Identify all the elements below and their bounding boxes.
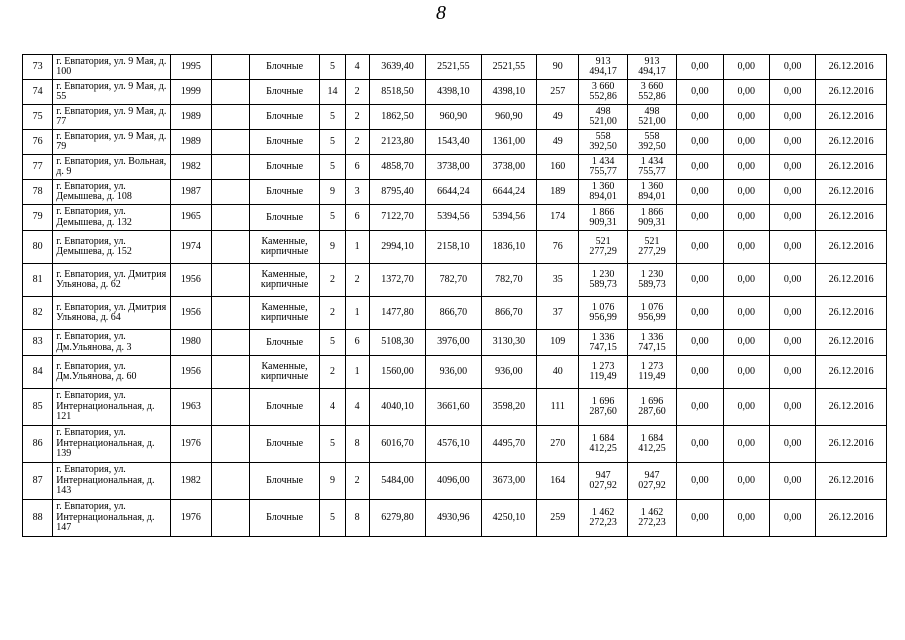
total-area-cell: 6279,80 — [369, 500, 425, 537]
value-cell: 0,00 — [769, 330, 815, 356]
address-cell: г. Евпатория, ул. Интернациональная, д. 139 — [53, 426, 171, 463]
cost-cell: 1 866 909,31 — [627, 205, 676, 231]
address-cell: г. Евпатория, ул. Дм.Ульянова, д. 3 — [53, 330, 171, 356]
area-cell: 4398,10 — [481, 80, 536, 105]
value-cell: 0,00 — [677, 297, 723, 330]
floors-cell: 9 — [320, 231, 345, 264]
date-cell: 26.12.2016 — [816, 426, 887, 463]
wall-material-cell: Каменные, кирпичные — [249, 356, 320, 389]
address-cell: г. Евпатория, ул. Дм.Ульянова, д. 60 — [53, 356, 171, 389]
total-area-cell: 5484,00 — [369, 463, 425, 500]
total-area-cell: 3639,40 — [369, 55, 425, 80]
value-cell: 0,00 — [769, 155, 815, 180]
residents-cell: 257 — [537, 80, 579, 105]
cost-cell: 947 027,92 — [627, 463, 676, 500]
cost-cell: 1 434 755,77 — [627, 155, 676, 180]
year-built-cell: 1965 — [171, 205, 211, 231]
row-number: 77 — [23, 155, 53, 180]
value-cell: 0,00 — [677, 356, 723, 389]
empty-cell — [211, 356, 249, 389]
wall-material-cell: Блочные — [249, 500, 320, 537]
cost-cell: 913 494,17 — [627, 55, 676, 80]
cost-cell: 1 434 755,77 — [579, 155, 627, 180]
row-number: 75 — [23, 105, 53, 130]
year-built-cell: 1980 — [171, 330, 211, 356]
table-row — [23, 231, 887, 264]
living-area-cell: 3661,60 — [426, 389, 481, 426]
living-area-cell: 4930,96 — [426, 500, 481, 537]
address-cell: г. Евпатория, ул. Интернациональная, д. 143 — [53, 463, 171, 500]
entrances-cell: 2 — [345, 105, 369, 130]
value-cell: 0,00 — [723, 205, 769, 231]
date-cell: 26.12.2016 — [816, 130, 887, 155]
value-cell: 0,00 — [723, 130, 769, 155]
wall-material-cell: Блочные — [249, 330, 320, 356]
residents-cell: 164 — [537, 463, 579, 500]
entrances-cell: 1 — [345, 356, 369, 389]
address-cell: г. Евпатория, ул. Демышева, д. 132 — [53, 205, 171, 231]
year-built-cell: 1956 — [171, 297, 211, 330]
living-area-cell: 2521,55 — [426, 55, 481, 80]
empty-cell — [211, 463, 249, 500]
cost-cell: 558 392,50 — [579, 130, 627, 155]
cost-cell: 498 521,00 — [579, 105, 627, 130]
date-cell: 26.12.2016 — [816, 330, 887, 356]
wall-material-cell: Блочные — [249, 205, 320, 231]
cost-cell: 1 230 589,73 — [627, 264, 676, 297]
entrances-cell: 2 — [345, 463, 369, 500]
value-cell: 0,00 — [769, 463, 815, 500]
empty-cell — [211, 297, 249, 330]
table-row — [23, 500, 887, 537]
date-cell: 26.12.2016 — [816, 463, 887, 500]
cost-cell: 1 076 956,99 — [579, 297, 627, 330]
cost-cell: 913 494,17 — [579, 55, 627, 80]
value-cell: 0,00 — [723, 180, 769, 205]
living-area-cell: 5394,56 — [426, 205, 481, 231]
floors-cell: 5 — [320, 330, 345, 356]
row-number: 83 — [23, 330, 53, 356]
row-number: 84 — [23, 356, 53, 389]
year-built-cell: 1963 — [171, 389, 211, 426]
area-cell: 960,90 — [481, 105, 536, 130]
empty-cell — [211, 105, 249, 130]
floors-cell: 5 — [320, 155, 345, 180]
entrances-cell: 1 — [345, 231, 369, 264]
value-cell: 0,00 — [677, 389, 723, 426]
date-cell: 26.12.2016 — [816, 80, 887, 105]
cost-cell: 1 696 287,60 — [579, 389, 627, 426]
value-cell: 0,00 — [723, 297, 769, 330]
value-cell: 0,00 — [677, 130, 723, 155]
wall-material-cell: Блочные — [249, 55, 320, 80]
empty-cell — [211, 155, 249, 180]
row-number: 80 — [23, 231, 53, 264]
value-cell: 0,00 — [769, 105, 815, 130]
value-cell: 0,00 — [769, 297, 815, 330]
living-area-cell: 936,00 — [426, 356, 481, 389]
value-cell: 0,00 — [677, 330, 723, 356]
date-cell: 26.12.2016 — [816, 389, 887, 426]
value-cell: 0,00 — [769, 180, 815, 205]
cost-cell: 1 336 747,15 — [579, 330, 627, 356]
area-cell: 1836,10 — [481, 231, 536, 264]
wall-material-cell: Блочные — [249, 463, 320, 500]
value-cell: 0,00 — [723, 330, 769, 356]
cost-cell: 1 360 894,01 — [627, 180, 676, 205]
value-cell: 0,00 — [769, 55, 815, 80]
residents-cell: 49 — [537, 130, 579, 155]
date-cell: 26.12.2016 — [816, 264, 887, 297]
value-cell: 0,00 — [723, 55, 769, 80]
address-cell: г. Евпатория, ул. 9 Мая, д. 100 — [53, 55, 171, 80]
table-row — [23, 55, 887, 80]
entrances-cell: 3 — [345, 180, 369, 205]
cost-cell: 1 076 956,99 — [627, 297, 676, 330]
floors-cell: 5 — [320, 426, 345, 463]
address-cell: г. Евпатория, ул. 9 Мая, д. 77 — [53, 105, 171, 130]
value-cell: 0,00 — [677, 155, 723, 180]
value-cell: 0,00 — [769, 231, 815, 264]
year-built-cell: 1976 — [171, 500, 211, 537]
empty-cell — [211, 426, 249, 463]
residents-cell: 270 — [537, 426, 579, 463]
value-cell: 0,00 — [677, 180, 723, 205]
living-area-cell: 4398,10 — [426, 80, 481, 105]
floors-cell: 9 — [320, 463, 345, 500]
living-area-cell: 4096,00 — [426, 463, 481, 500]
floors-cell: 4 — [320, 389, 345, 426]
total-area-cell: 1372,70 — [369, 264, 425, 297]
total-area-cell: 8518,50 — [369, 80, 425, 105]
row-number: 74 — [23, 80, 53, 105]
value-cell: 0,00 — [723, 463, 769, 500]
year-built-cell: 1989 — [171, 130, 211, 155]
value-cell: 0,00 — [769, 356, 815, 389]
total-area-cell: 7122,70 — [369, 205, 425, 231]
total-area-cell: 2123,80 — [369, 130, 425, 155]
wall-material-cell: Блочные — [249, 426, 320, 463]
entrances-cell: 2 — [345, 130, 369, 155]
empty-cell — [211, 180, 249, 205]
date-cell: 26.12.2016 — [816, 231, 887, 264]
year-built-cell: 1987 — [171, 180, 211, 205]
floors-cell: 5 — [320, 130, 345, 155]
value-cell: 0,00 — [677, 264, 723, 297]
address-cell: г. Евпатория, ул. 9 Мая, д. 55 — [53, 80, 171, 105]
cost-cell: 558 392,50 — [627, 130, 676, 155]
table-row — [23, 105, 887, 130]
living-area-cell: 1543,40 — [426, 130, 481, 155]
total-area-cell: 6016,70 — [369, 426, 425, 463]
area-cell: 3130,30 — [481, 330, 536, 356]
value-cell: 0,00 — [677, 231, 723, 264]
value-cell: 0,00 — [769, 205, 815, 231]
value-cell: 0,00 — [723, 155, 769, 180]
value-cell: 0,00 — [723, 356, 769, 389]
wall-material-cell: Блочные — [249, 180, 320, 205]
living-area-cell: 782,70 — [426, 264, 481, 297]
year-built-cell: 1956 — [171, 264, 211, 297]
entrances-cell: 6 — [345, 155, 369, 180]
residents-cell: 49 — [537, 105, 579, 130]
table-row — [23, 155, 887, 180]
area-cell: 3673,00 — [481, 463, 536, 500]
living-area-cell: 2158,10 — [426, 231, 481, 264]
empty-cell — [211, 500, 249, 537]
entrances-cell: 8 — [345, 426, 369, 463]
table-row — [23, 297, 887, 330]
row-number: 85 — [23, 389, 53, 426]
residents-cell: 35 — [537, 264, 579, 297]
total-area-cell: 8795,40 — [369, 180, 425, 205]
total-area-cell: 1862,50 — [369, 105, 425, 130]
area-cell: 866,70 — [481, 297, 536, 330]
entrances-cell: 4 — [345, 55, 369, 80]
value-cell: 0,00 — [769, 426, 815, 463]
row-number: 88 — [23, 500, 53, 537]
empty-cell — [211, 55, 249, 80]
value-cell: 0,00 — [677, 55, 723, 80]
entrances-cell: 6 — [345, 330, 369, 356]
cost-cell: 521 277,29 — [627, 231, 676, 264]
date-cell: 26.12.2016 — [816, 500, 887, 537]
empty-cell — [211, 389, 249, 426]
area-cell: 936,00 — [481, 356, 536, 389]
date-cell: 26.12.2016 — [816, 297, 887, 330]
year-built-cell: 1995 — [171, 55, 211, 80]
cost-cell: 1 230 589,73 — [579, 264, 627, 297]
value-cell: 0,00 — [723, 231, 769, 264]
address-cell: г. Евпатория, ул. Вольная, д. 9 — [53, 155, 171, 180]
entrances-cell: 2 — [345, 80, 369, 105]
value-cell: 0,00 — [769, 264, 815, 297]
entrances-cell: 8 — [345, 500, 369, 537]
area-cell: 6644,24 — [481, 180, 536, 205]
value-cell: 0,00 — [769, 389, 815, 426]
value-cell: 0,00 — [769, 500, 815, 537]
residents-cell: 111 — [537, 389, 579, 426]
cost-cell: 521 277,29 — [579, 231, 627, 264]
value-cell: 0,00 — [677, 426, 723, 463]
living-area-cell: 3738,00 — [426, 155, 481, 180]
entrances-cell: 1 — [345, 297, 369, 330]
date-cell: 26.12.2016 — [816, 180, 887, 205]
empty-cell — [211, 80, 249, 105]
floors-cell: 2 — [320, 356, 345, 389]
total-area-cell: 5108,30 — [369, 330, 425, 356]
row-number: 76 — [23, 130, 53, 155]
table-body — [23, 55, 887, 537]
area-cell: 1361,00 — [481, 130, 536, 155]
cost-cell: 1 462 272,23 — [627, 500, 676, 537]
area-cell: 3598,20 — [481, 389, 536, 426]
row-number: 82 — [23, 297, 53, 330]
value-cell: 0,00 — [769, 80, 815, 105]
address-cell: г. Евпатория, ул. Интернациональная, д. 121 — [53, 389, 171, 426]
value-cell: 0,00 — [677, 205, 723, 231]
table-row — [23, 264, 887, 297]
total-area-cell: 4040,10 — [369, 389, 425, 426]
empty-cell — [211, 205, 249, 231]
living-area-cell: 6644,24 — [426, 180, 481, 205]
year-built-cell: 1956 — [171, 356, 211, 389]
table-row — [23, 180, 887, 205]
entrances-cell: 6 — [345, 205, 369, 231]
row-number: 79 — [23, 205, 53, 231]
cost-cell: 1 273 119,49 — [579, 356, 627, 389]
cost-cell: 1 360 894,01 — [579, 180, 627, 205]
row-number: 78 — [23, 180, 53, 205]
living-area-cell: 866,70 — [426, 297, 481, 330]
table-row — [23, 389, 887, 426]
date-cell: 26.12.2016 — [816, 205, 887, 231]
cost-cell: 1 866 909,31 — [579, 205, 627, 231]
area-cell: 4495,70 — [481, 426, 536, 463]
residents-cell: 90 — [537, 55, 579, 80]
year-built-cell: 1982 — [171, 463, 211, 500]
wall-material-cell: Блочные — [249, 130, 320, 155]
value-cell: 0,00 — [677, 463, 723, 500]
table-row — [23, 205, 887, 231]
date-cell: 26.12.2016 — [816, 55, 887, 80]
row-number: 73 — [23, 55, 53, 80]
area-cell: 3738,00 — [481, 155, 536, 180]
floors-cell: 9 — [320, 180, 345, 205]
cost-cell: 1 273 119,49 — [627, 356, 676, 389]
page-number: 8 — [436, 2, 446, 24]
wall-material-cell: Блочные — [249, 389, 320, 426]
living-area-cell: 4576,10 — [426, 426, 481, 463]
empty-cell — [211, 330, 249, 356]
empty-cell — [211, 130, 249, 155]
living-area-cell: 960,90 — [426, 105, 481, 130]
wall-material-cell: Каменные, кирпичные — [249, 297, 320, 330]
table-row — [23, 463, 887, 500]
value-cell: 0,00 — [723, 500, 769, 537]
residents-cell: 174 — [537, 205, 579, 231]
wall-material-cell: Блочные — [249, 105, 320, 130]
row-number: 86 — [23, 426, 53, 463]
area-cell: 5394,56 — [481, 205, 536, 231]
floors-cell: 5 — [320, 500, 345, 537]
living-area-cell: 3976,00 — [426, 330, 481, 356]
year-built-cell: 1974 — [171, 231, 211, 264]
table-row — [23, 426, 887, 463]
total-area-cell: 1477,80 — [369, 297, 425, 330]
value-cell: 0,00 — [677, 105, 723, 130]
residents-cell: 40 — [537, 356, 579, 389]
floors-cell: 2 — [320, 264, 345, 297]
row-number: 87 — [23, 463, 53, 500]
residents-cell: 76 — [537, 231, 579, 264]
value-cell: 0,00 — [723, 264, 769, 297]
cost-cell: 3 660 552,86 — [627, 80, 676, 105]
table-row — [23, 330, 887, 356]
area-cell: 782,70 — [481, 264, 536, 297]
floors-cell: 5 — [320, 205, 345, 231]
cost-cell: 498 521,00 — [627, 105, 676, 130]
cost-cell: 3 660 552,86 — [579, 80, 627, 105]
row-number: 81 — [23, 264, 53, 297]
wall-material-cell: Блочные — [249, 155, 320, 180]
year-built-cell: 1982 — [171, 155, 211, 180]
wall-material-cell: Каменные, кирпичные — [249, 264, 320, 297]
floors-cell: 2 — [320, 297, 345, 330]
table-row — [23, 356, 887, 389]
address-cell: г. Евпатория, ул. Интернациональная, д. 147 — [53, 500, 171, 537]
wall-material-cell: Блочные — [249, 80, 320, 105]
value-cell: 0,00 — [723, 105, 769, 130]
entrances-cell: 4 — [345, 389, 369, 426]
value-cell: 0,00 — [723, 389, 769, 426]
residents-cell: 259 — [537, 500, 579, 537]
empty-cell — [211, 231, 249, 264]
value-cell: 0,00 — [723, 426, 769, 463]
date-cell: 26.12.2016 — [816, 155, 887, 180]
residents-cell: 160 — [537, 155, 579, 180]
table-row — [23, 80, 887, 105]
residents-cell: 37 — [537, 297, 579, 330]
address-cell: г. Евпатория, ул. Дмитрия Ульянова, д. 62 — [53, 264, 171, 297]
cost-cell: 1 684 412,25 — [579, 426, 627, 463]
cost-cell: 947 027,92 — [579, 463, 627, 500]
value-cell: 0,00 — [677, 500, 723, 537]
floors-cell: 14 — [320, 80, 345, 105]
residents-cell: 109 — [537, 330, 579, 356]
cost-cell: 1 462 272,23 — [579, 500, 627, 537]
total-area-cell: 2994,10 — [369, 231, 425, 264]
cost-cell: 1 336 747,15 — [627, 330, 676, 356]
cost-cell: 1 684 412,25 — [627, 426, 676, 463]
year-built-cell: 1976 — [171, 426, 211, 463]
address-cell: г. Евпатория, ул. 9 Мая, д. 79 — [53, 130, 171, 155]
value-cell: 0,00 — [769, 130, 815, 155]
table-row — [23, 130, 887, 155]
area-cell: 2521,55 — [481, 55, 536, 80]
value-cell: 0,00 — [677, 80, 723, 105]
wall-material-cell: Каменные, кирпичные — [249, 231, 320, 264]
cost-cell: 1 696 287,60 — [627, 389, 676, 426]
year-built-cell: 1989 — [171, 105, 211, 130]
date-cell: 26.12.2016 — [816, 105, 887, 130]
housing-register-table — [22, 54, 887, 537]
total-area-cell: 1560,00 — [369, 356, 425, 389]
date-cell: 26.12.2016 — [816, 356, 887, 389]
address-cell: г. Евпатория, ул. Дмитрия Ульянова, д. 64 — [53, 297, 171, 330]
address-cell: г. Евпатория, ул. Демышева, д. 108 — [53, 180, 171, 205]
floors-cell: 5 — [320, 105, 345, 130]
address-cell: г. Евпатория, ул. Демышева, д. 152 — [53, 231, 171, 264]
year-built-cell: 1999 — [171, 80, 211, 105]
entrances-cell: 2 — [345, 264, 369, 297]
area-cell: 4250,10 — [481, 500, 536, 537]
empty-cell — [211, 264, 249, 297]
total-area-cell: 4858,70 — [369, 155, 425, 180]
floors-cell: 5 — [320, 55, 345, 80]
residents-cell: 189 — [537, 180, 579, 205]
value-cell: 0,00 — [723, 80, 769, 105]
